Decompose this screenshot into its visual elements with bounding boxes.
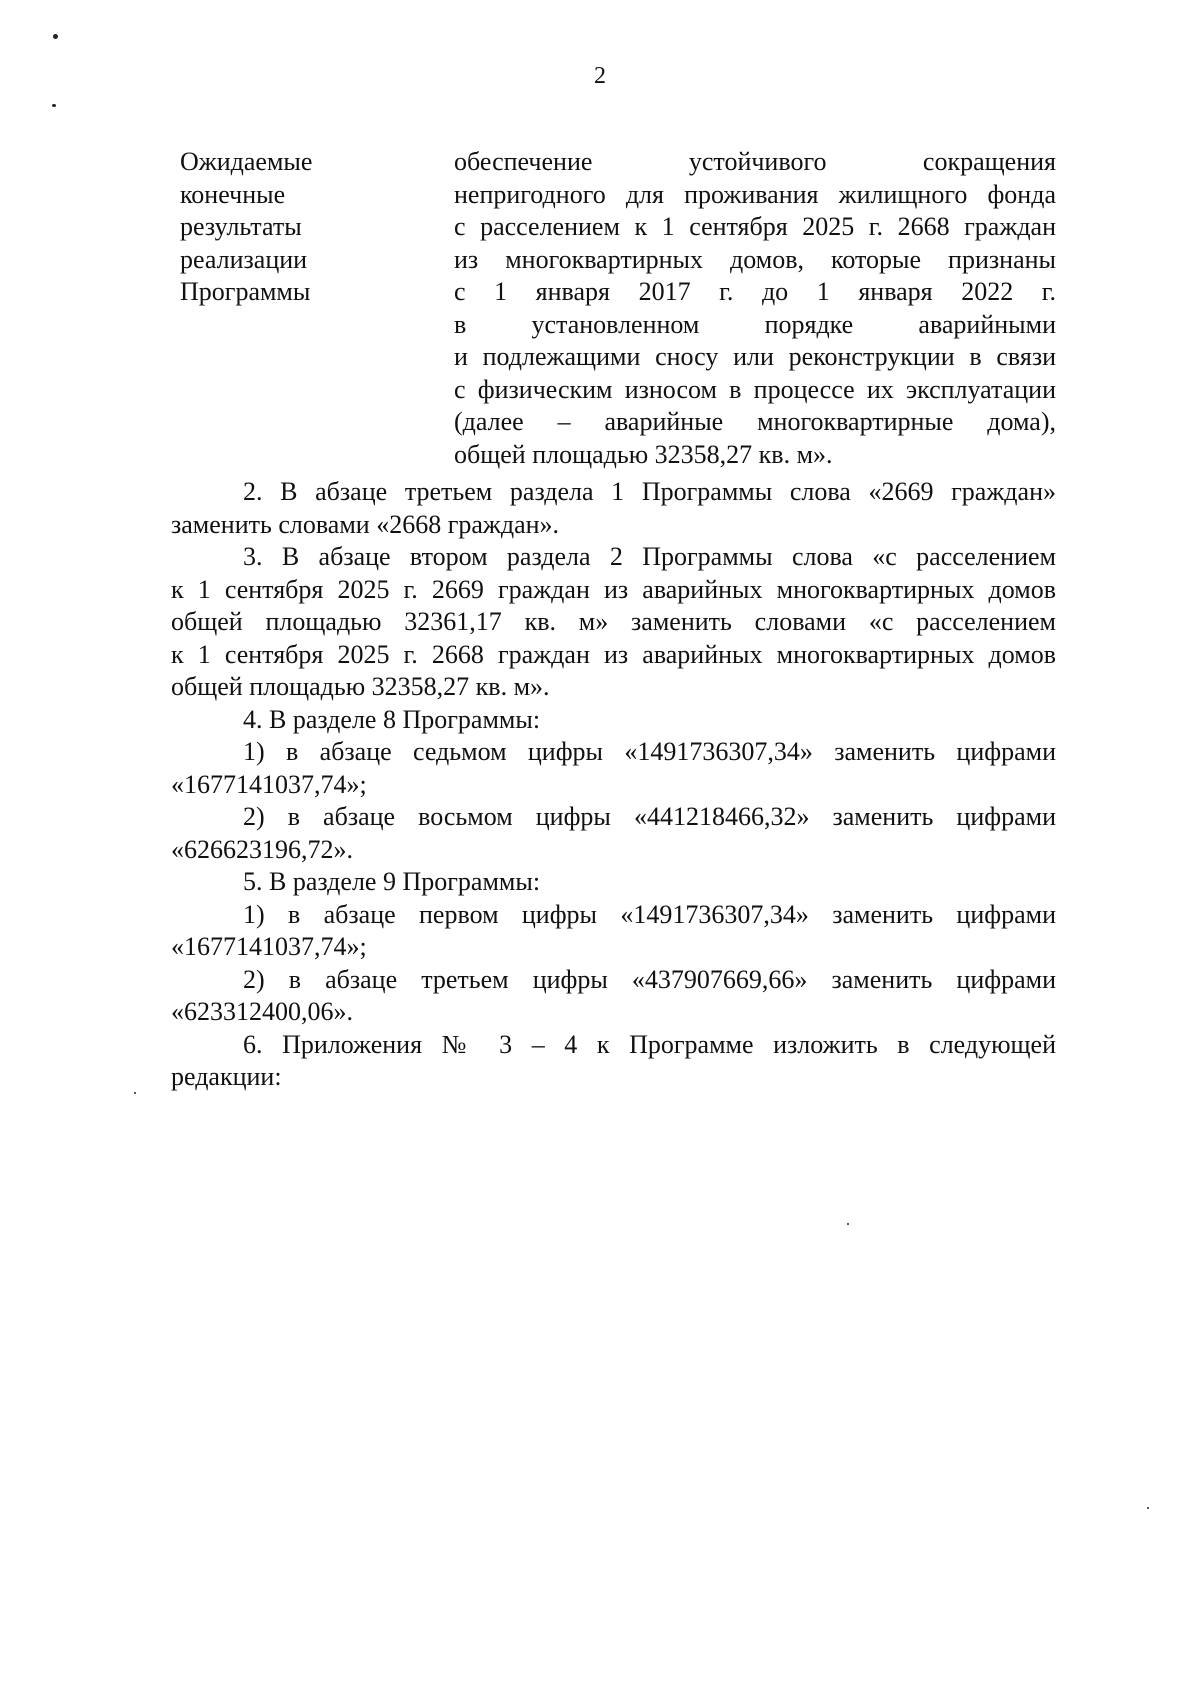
paragraph-line: 1) в абзаце седьмом цифры «1491736307,34» заменить цифрами xyxy=(243,737,1056,766)
label-line: реализации xyxy=(180,244,308,274)
label-line: Ожидаемые xyxy=(180,147,313,176)
paragraph-line: «1677141037,74»; xyxy=(171,932,367,961)
value-line: с 1 января 2017 г. до 1 января 2022 г. xyxy=(454,277,1056,306)
paragraph-line: «1677141037,74»; xyxy=(171,769,367,799)
scan-speck xyxy=(134,1092,136,1094)
value-line: непригодного для проживания жилищного фонда xyxy=(454,179,1056,209)
paragraph-line: 1) в абзаце первом цифры «1491736307,34» заменить цифрами xyxy=(243,899,1056,929)
paragraph-line: «623312400,06». xyxy=(171,997,353,1026)
paragraph-5-item-2 xyxy=(171,964,1056,1029)
paragraph-6 xyxy=(171,1029,1056,1094)
scan-speck xyxy=(53,34,58,39)
paragraph-line: к 1 сентября 2025 г. 2668 граждан из аварийных многоквартирных домов xyxy=(171,639,1056,669)
paragraph-5 xyxy=(171,866,1056,899)
paragraph-3 xyxy=(171,541,1056,704)
label-line: Программы xyxy=(180,277,311,306)
paragraph-line: заменить словами «2668 граждан». xyxy=(171,509,560,539)
value-line: обеспечение устойчивого сокращения xyxy=(454,147,1056,176)
paragraph-5-item-1 xyxy=(171,899,1056,964)
paragraph-2 xyxy=(171,476,1056,541)
paragraph-line: редакции: xyxy=(171,1062,282,1091)
paragraph-4-item-2 xyxy=(171,801,1056,866)
paragraph-line: 2) в абзаце восьмом цифры «441218466,32» заменить цифрами xyxy=(243,802,1056,831)
paragraph-line: к 1 сентября 2025 г. 2669 граждан из аварийных многоквартирных домов xyxy=(171,574,1056,604)
paragraph-line: 5. В разделе 9 Программы: xyxy=(243,867,541,896)
scan-speck xyxy=(847,1223,849,1225)
value-line: и подлежащими сносу или реконструкции в связи xyxy=(454,342,1056,371)
value-line: из многоквартирных домов, которые признаны xyxy=(454,244,1056,274)
table-label-cell xyxy=(180,146,410,309)
paragraph-line: общей площадью 32358,27 кв. м». xyxy=(171,672,550,701)
label-line: результаты xyxy=(180,212,302,241)
paragraph-line: 4. В разделе 8 Программы: xyxy=(243,704,541,734)
document-body xyxy=(171,476,1056,1094)
value-line: с физическим износом в процессе их эксплуатации xyxy=(454,374,1056,404)
paragraph-line: «626623196,72». xyxy=(171,834,353,864)
page-number: 2 xyxy=(594,63,606,89)
value-line: общей площадью 32358,27 кв. м». xyxy=(454,439,833,469)
paragraph-line: 3. В абзаце втором раздела 2 Программы слова «с расселением xyxy=(243,542,1056,571)
value-line: (далее – аварийные многоквартирные дома), xyxy=(454,407,1056,436)
paragraph-4-item-1 xyxy=(171,736,1056,801)
value-line: с расселением к 1 сентября 2025 г. 2668 граждан xyxy=(454,212,1056,241)
scan-speck xyxy=(1147,1507,1149,1509)
paragraph-line: 2) в абзаце третьем цифры «437907669,66» заменить цифрами xyxy=(243,964,1056,994)
paragraph-4 xyxy=(171,704,1056,737)
scan-speck xyxy=(52,104,56,107)
table-value-cell xyxy=(454,146,1056,471)
paragraph-line: 2. В абзаце третьем раздела 1 Программы слова «2669 граждан» xyxy=(243,477,1056,506)
label-line: конечные xyxy=(180,179,286,209)
paragraph-line: общей площадью 32361,17 кв. м» заменить словами «с расселением xyxy=(171,607,1056,636)
paragraph-line: 6. Приложения № 3 – 4 к Программе изложить в следующей xyxy=(243,1029,1056,1059)
value-line: в установленном порядке аварийными xyxy=(454,309,1056,339)
